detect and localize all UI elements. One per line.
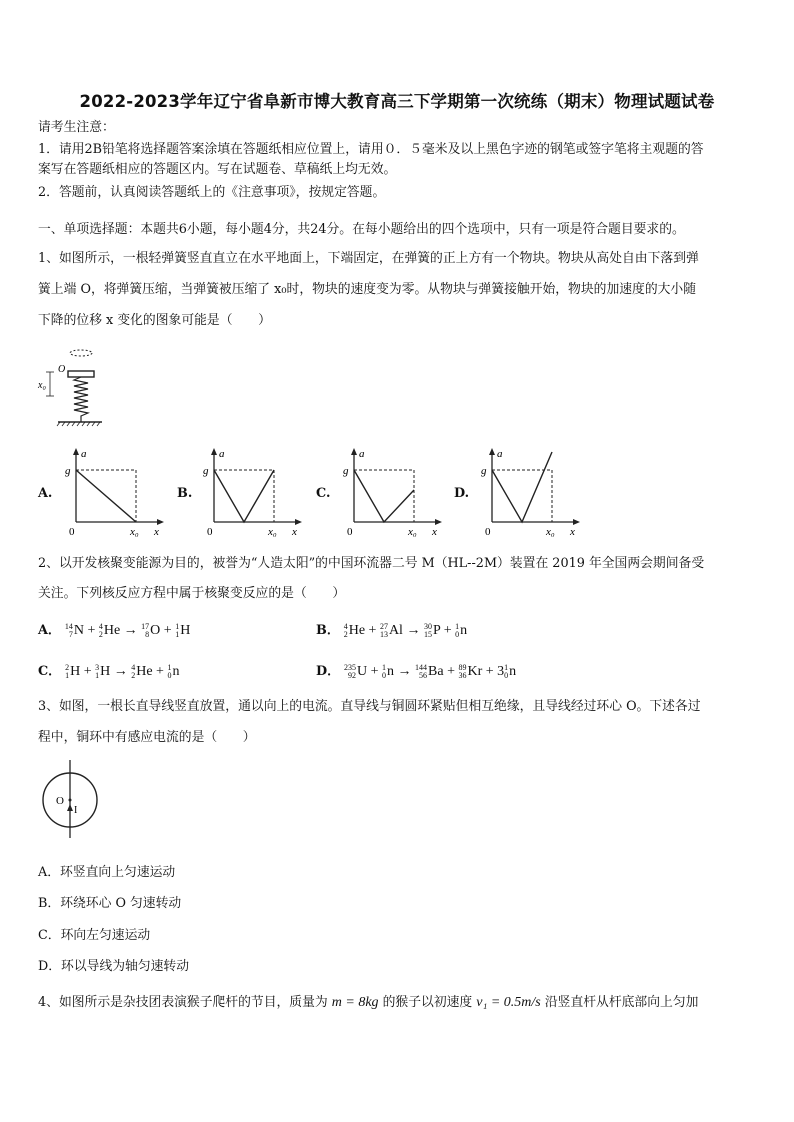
graph-c-g: g [343,465,349,477]
spring-figure [36,340,106,430]
q2-option-b-equation: 4 2 He + 27 13 Al → 30 15 P + 1 0 n [343,621,468,639]
q3-line2: 程中，铜环中有感应电流的是（ ） [38,730,256,745]
q1-graph-c[interactable] [334,446,444,538]
graph-b-axis-x: x [292,526,297,538]
graph-a-g: g [65,465,71,477]
q3-option-c[interactable]: C．环向左匀速运动 [38,928,151,943]
q2-line1: 2、以开发核聚变能源为目的，被誉为“人造太阳”的中国环流器二号 M（HL--2M）装置在 2019 年全国两会期间备受 [38,556,705,571]
q2-option-d-label: D． [316,664,340,679]
q2-line2: 关注。下列核反应方程中属于核聚变反应的是（ ） [38,586,346,601]
q4-mid: 的猴子以初速度 [382,995,473,1010]
q1-line2: 簧上端 O，将弹簧压缩，当弹簧被压缩了 x₀时，物块的速度变为零。从物块与弹簧接触开始，物块的加速度的大小随 [38,282,697,297]
notice-item1-line1: 1．请用2B铅笔将选择题答案涂填在答题纸相应位置上，请用０．５毫米及以上黑色字迹的钢笔或签字笔将主观题的答 [38,142,704,157]
q1-line3: 下降的位移 x 变化的图象可能是（ ） [38,313,271,328]
spring-o-label: O [58,364,66,375]
spring-x0-label: x₀ [38,380,46,391]
notice-item1-line2: 案写在答题纸相应的答题区内。写在试题卷、草稿纸上均无效。 [38,162,397,177]
q2-option-a-equation: 14 7 N + 4 2 He → 17 8 O + 1 1 H [64,621,191,639]
graph-a-x0: x₀ [130,526,139,538]
graph-a-origin: 0 [69,526,75,538]
q2-option-c-equation: 2 1 H + 3 1 H → 4 2 He + 1 0 n [65,662,180,680]
graph-c-axis-a: a [359,448,365,460]
graph-d-axis-a: a [497,448,503,460]
graph-b-g: g [203,465,209,477]
graph-d-x0: x₀ [546,526,555,538]
q1-option-a-label: A. [38,486,53,501]
q3-line1: 3、如图，一根长直导线竖直放置，通以向上的电流。直导线与铜圆环紧贴但相互绝缘，且导线经过环心 O。下述各过 [38,699,701,714]
graph-d-g: g [481,465,487,477]
q2-option-b[interactable] [316,619,467,639]
graph-d-axis-x: x [570,526,575,538]
graph-a-axis-a: a [81,448,87,460]
q2-option-c-label: C． [38,664,61,679]
q3-option-d[interactable]: D．环以导线为轴匀速转动 [38,959,190,974]
q4-mass: m = 8kg [331,995,379,1010]
q1-option-b-label: B. [177,486,193,501]
q1-option-c-label: C. [316,486,331,501]
q1-graph-b[interactable] [194,446,304,538]
q2-option-b-label: B． [316,623,340,638]
q1-line1: 1、如图所示，一根轻弹簧竖直直立在水平地面上，下端固定，在弹簧的正上方有一个物块。物块从高处自由下落到弹 [38,251,699,266]
section1-heading: 一、单项选择题：本题共6小题，每小题4分，共24分。在每小题给出的四个选项中，只有一项是符合题目要求的。 [38,222,685,237]
q1-graph-d[interactable] [472,446,582,538]
q4-prefix: 4、如图所示是杂技团表演猴子爬杆的节目，质量为 [38,995,328,1010]
graph-a-axis-x: x [154,526,159,538]
q3-option-b[interactable]: B．环绕环心 O 匀速转动 [38,896,182,911]
ring-wire-figure [34,756,110,840]
q1-option-d-label: D. [454,486,470,501]
graph-c-origin: 0 [347,526,353,538]
q4-line1 [38,994,758,1011]
current-label: I [74,805,78,816]
graph-b-x0: x₀ [268,526,277,538]
q4-speed: v₁ = 0.5m/s [476,995,541,1010]
q4-suffix: 沿竖直杆从杆底部向上匀加 [544,995,699,1010]
q1-graph-a[interactable] [56,446,166,538]
graph-d-origin: 0 [485,526,491,538]
notice-item2: 2．答题前，认真阅读答题纸上的《注意事项》，按规定答题。 [38,185,386,200]
q2-option-a-label: A． [38,623,61,638]
q2-option-c[interactable] [38,660,179,680]
graph-b-origin: 0 [207,526,213,538]
page-title: 2022-2023学年辽宁省阜新市博大教育高三下学期第一次统练（期末）物理试题试卷 [79,92,715,111]
q2-option-d[interactable] [316,660,516,680]
graph-c-axis-x: x [432,526,437,538]
ring-center-label: O [56,795,64,807]
graph-c-x0: x₀ [408,526,417,538]
notice-heading: 请考生注意： [38,120,115,135]
graph-b-axis-a: a [219,448,225,460]
q3-option-a[interactable]: A．环竖直向上匀速运动 [38,865,176,880]
q2-option-d-equation: 235 92 U + 1 0 n → 144 56 Ba + 89 36 Kr + 3 1 0 n [343,662,517,680]
q2-option-a[interactable] [38,619,190,639]
